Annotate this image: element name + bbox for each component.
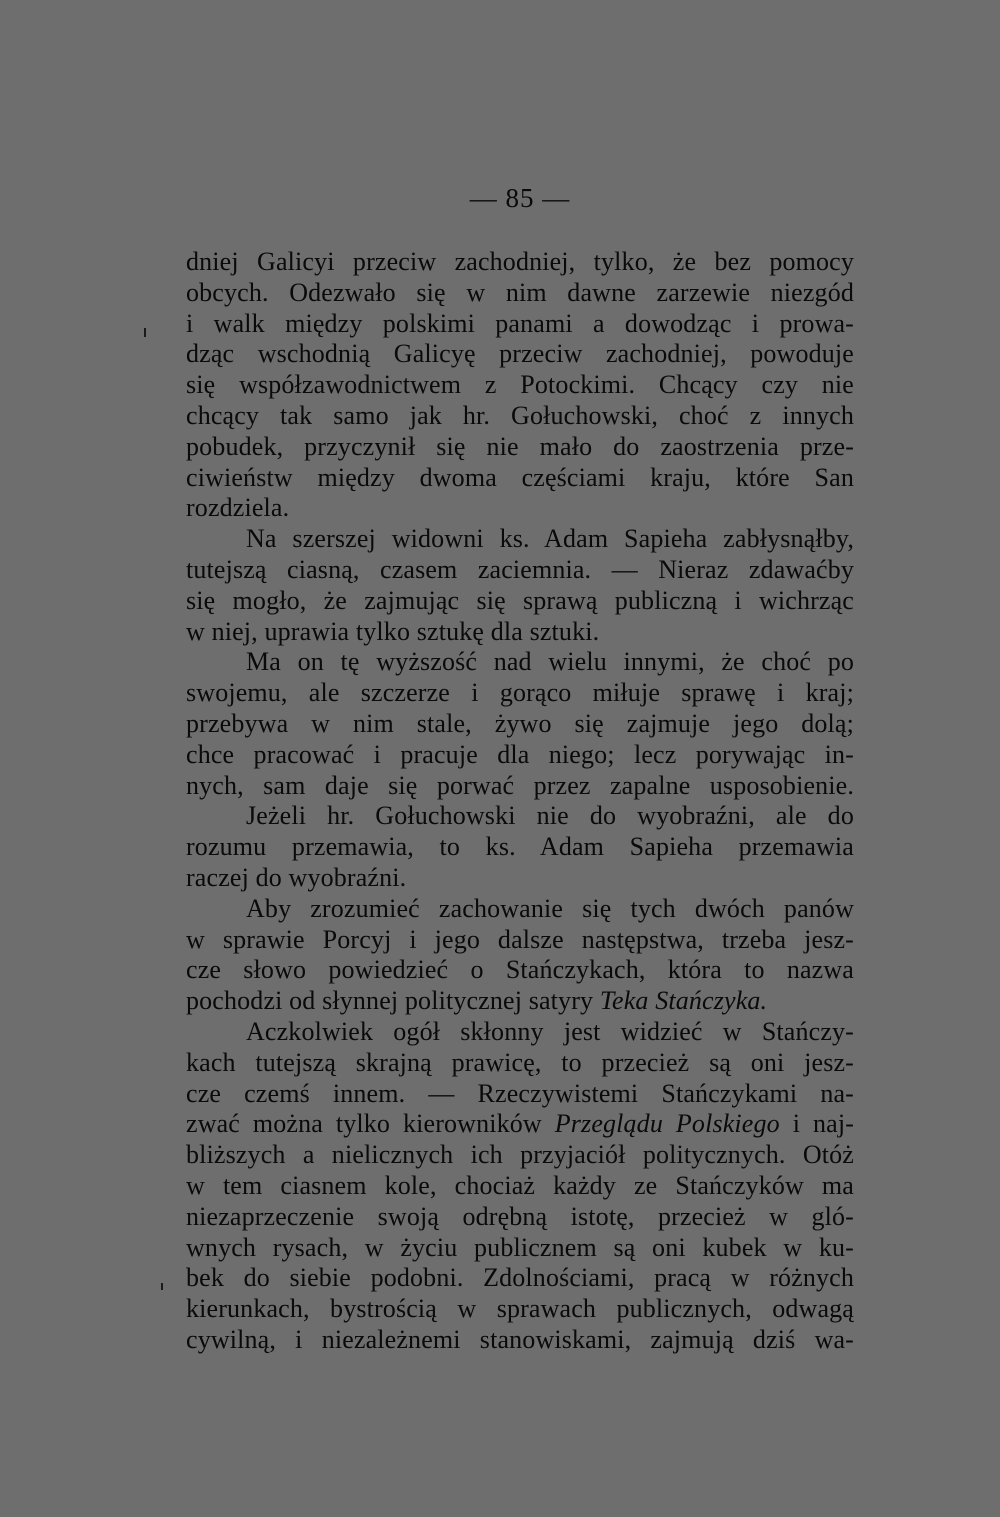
text-line	[186, 370, 854, 401]
text-line	[186, 709, 854, 740]
text-line-content: pobudek, przyczynił się nie mało do zaostrzenia prze-	[186, 431, 854, 461]
text-line	[186, 1325, 854, 1356]
text-line-content: Aczkolwiek ogół skłonny jest widzieć w Stańczy-	[246, 1016, 854, 1046]
text-line-content: cze słowo powiedzieć o Stańczykach, która to nazwa	[186, 955, 854, 985]
text-line	[186, 832, 854, 863]
text-line-content: kierunkach, bystrością w sprawach publicznych, odwagą	[186, 1294, 854, 1324]
text-line-content: zwać można tylko kierowników	[186, 1109, 555, 1139]
text-line-content: w tem ciasnem kole, chociaż każdy ze Stańczyków ma	[186, 1170, 854, 1200]
text-line-content: chce pracować i pracuje dla niego; lecz porywając in-	[186, 739, 854, 769]
text-line-content: wnych rysach, w życiu publicznem są oni kubek w ku-	[186, 1232, 854, 1262]
text-line	[186, 740, 854, 771]
text-line	[186, 1079, 854, 1110]
text-line	[186, 432, 854, 463]
text-line	[186, 801, 854, 832]
text-line	[186, 925, 854, 956]
text-line-content: bek do siebie podobni. Zdolnościami, pracą w różnych	[186, 1263, 854, 1293]
text-line-content: Aby zrozumieć zachowanie się tych dwóch panów	[246, 893, 854, 923]
text-line-content: rozumu przemawia, to ks. Adam Sapieha przemawia	[186, 832, 854, 862]
text-line-content: cze czemś innem. — Rzeczywistemi Stańczykami na-	[186, 1078, 854, 1108]
text-line-content: obcych. Odezwało się w nim dawne zarzewie niezgód	[186, 277, 854, 307]
text-line-content: się współzawodnictwem z Potockimi. Chcący czy nie	[186, 370, 854, 400]
text-line-content: cywilną, i niezależnemi stanowiskami, zajmują dziś wa-	[186, 1324, 854, 1354]
text-line	[186, 586, 854, 617]
text-line-content: pochodzi od słynnej politycznej satyry	[186, 986, 600, 1016]
text-line	[186, 524, 854, 555]
text-line-content: nych, sam daje się porwać przez zapalne usposobienie.	[186, 770, 854, 800]
text-line	[186, 894, 854, 925]
text-line-content: ciwieństw między dwoma częściami kraju, które San	[186, 462, 854, 492]
text-line-content: swojemu, ale szczerze i gorąco miłuje sprawę i kraj;	[186, 678, 854, 708]
text-line-content: i walk między polskimi panami a dowodząc i prowa-	[186, 308, 854, 338]
text-line-content: kach tutejszą skrajną prawicę, to przecież są oni jesz-	[186, 1047, 854, 1077]
text-line	[186, 278, 854, 309]
text-line	[186, 986, 854, 1017]
text-line-content: Ma on tę wyższość nad wielu innymi, że choć po	[246, 647, 854, 677]
text-line-content: w sprawie Porcyj i jego dalsze następstwa, trzeba jesz-	[186, 924, 854, 954]
text-line	[186, 1171, 854, 1202]
text-line-content: przebywa w nim stale, żywo się zajmuje jego dolą;	[186, 708, 854, 738]
text-line	[186, 309, 854, 340]
text-line	[186, 1233, 854, 1264]
text-line-content: Jeżeli hr. Gołuchowski nie do wyobraźni, ale do	[246, 801, 854, 831]
italic-title: Przeglądu Polskiego	[554, 1109, 780, 1139]
text-line	[186, 955, 854, 986]
text-line	[186, 401, 854, 432]
text-line-content: się mogło, że zajmując się sprawą publiczną i wichrząc	[186, 585, 854, 615]
text-line	[186, 771, 854, 802]
text-line	[186, 647, 854, 678]
text-line-content: dząc wschodnią Galicyę przeciw zachodniej, powoduje	[186, 339, 854, 369]
text-line-content: tutejszą ciasną, czasem zaciemnia. — Nieraz zdawaćby	[186, 554, 854, 584]
text-line	[186, 493, 854, 524]
text-line-content: dniej Galicyi przeciw zachodniej, tylko, że bez pomocy	[186, 247, 854, 276]
text-line-content: raczej do wyobraźni.	[186, 862, 407, 892]
text-line	[186, 1140, 854, 1171]
text-line	[186, 1294, 854, 1325]
body-text	[186, 247, 854, 1356]
text-line	[186, 863, 854, 894]
text-line	[186, 617, 854, 648]
page-number: — 85 —	[469, 183, 571, 213]
print-speck	[144, 328, 146, 337]
text-line-content: rozdziela.	[186, 493, 290, 523]
text-line	[186, 1202, 854, 1233]
text-line	[186, 247, 854, 278]
text-line	[186, 463, 854, 494]
text-line	[186, 1109, 854, 1140]
text-line	[186, 1017, 854, 1048]
print-speck	[161, 1283, 163, 1290]
text-line	[186, 1263, 854, 1294]
text-line	[186, 555, 854, 586]
text-line-content: bliższych a nielicznych ich przyjaciół politycznych. Otóż	[186, 1140, 854, 1170]
italic-title: Teka Stańczyka.	[599, 986, 768, 1016]
text-line-content: niezaprzeczenie swoją odrębną istotę, przecież w gló-	[186, 1201, 854, 1231]
text-line-content: chcący tak samo jak hr. Gołuchowski, choć z innych	[186, 400, 854, 430]
text-line	[186, 1048, 854, 1079]
text-line-continuation: i naj-	[779, 1109, 854, 1139]
text-line	[186, 678, 854, 709]
text-line-content: w niej, uprawia tylko sztukę dla sztuki.	[186, 616, 600, 646]
text-line	[186, 339, 854, 370]
text-line-content: Na szerszej widowni ks. Adam Sapieha zabłysnąłby,	[246, 524, 854, 554]
